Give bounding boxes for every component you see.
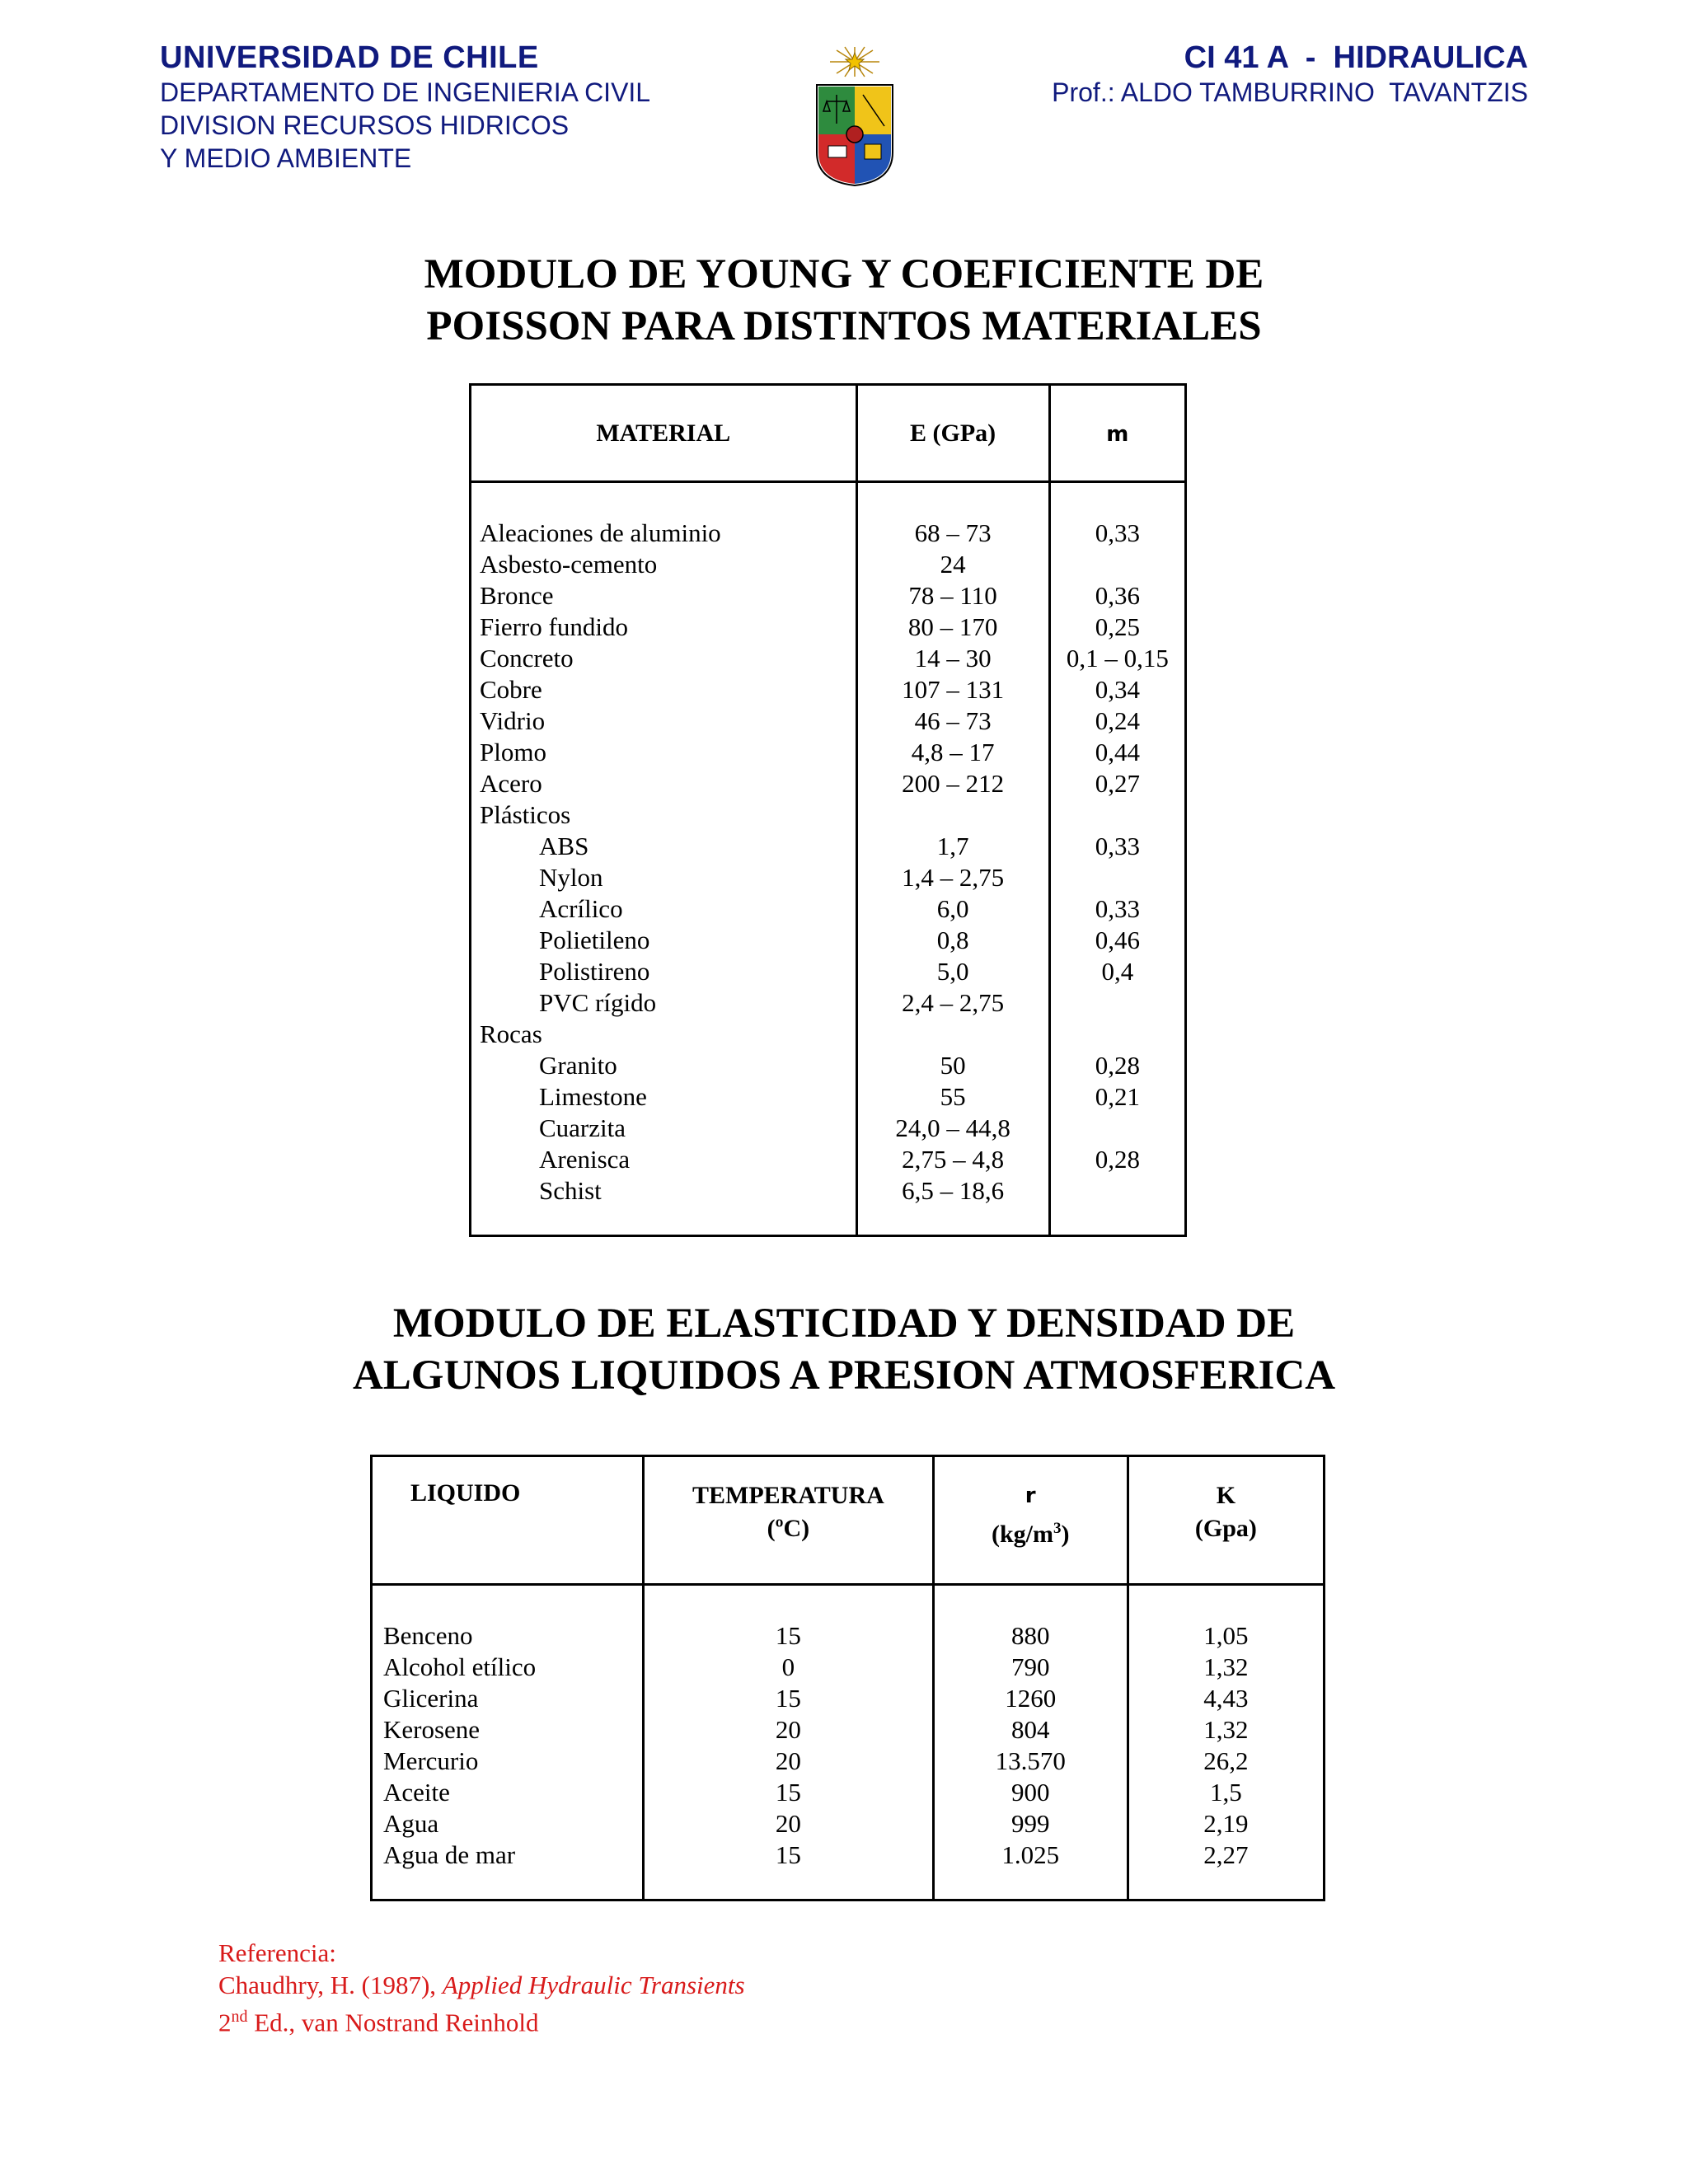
cell-k: 1,32: [1128, 1652, 1324, 1683]
cell-material: Acero: [471, 768, 857, 799]
cell-nu: 0,21: [1049, 1081, 1185, 1113]
division-line: DIVISION RECURSOS HIDRICOS: [160, 110, 570, 140]
col-header-liquid-label: LIQUIDO: [410, 1479, 521, 1507]
col-header-temperature-label: TEMPERATURA: [692, 1482, 884, 1509]
table1-title-line: POISSON PARA DISTINTOS MATERIALES: [426, 303, 1262, 349]
cell-rho: 880: [933, 1585, 1128, 1652]
cell-nu: [1049, 862, 1185, 893]
table-row: [471, 737, 1186, 768]
table-row: [471, 862, 1186, 893]
cell-material: Schist: [471, 1175, 857, 1236]
reference-author: Chaudhry, H. (1987),: [218, 1971, 443, 1999]
cell-k: 2,19: [1128, 1808, 1324, 1840]
cell-material: Cobre: [471, 674, 857, 705]
cell-material: Polistireno: [471, 956, 857, 987]
cell-temp: 15: [644, 1777, 933, 1808]
cell-rho: 804: [933, 1714, 1128, 1746]
cell-material: Rocas: [471, 1019, 857, 1050]
university-crest-icon: [812, 45, 898, 187]
table-row: [471, 580, 1186, 612]
cell-material: Nylon: [471, 862, 857, 893]
division-line-2: Y MEDIO AMBIENTE: [160, 143, 412, 173]
cell-nu: 0,1 – 0,15: [1049, 643, 1185, 674]
cell-nu: 0,33: [1049, 893, 1185, 925]
cell-material: Granito: [471, 1050, 857, 1081]
cell-e: 55: [856, 1081, 1049, 1113]
cell-e: 50: [856, 1050, 1049, 1081]
density-unit-sup: 3: [1053, 1520, 1062, 1537]
cell-material: Plomo: [471, 737, 857, 768]
young-modulus-table: [469, 383, 1187, 1237]
table2-title-line: ALGUNOS LIQUIDOS A PRESION ATMOSFERICA: [352, 1352, 1336, 1399]
table2-title-line: MODULO DE ELASTICIDAD Y DENSIDAD DE: [392, 1301, 1296, 1347]
cell-material: ABS: [471, 831, 857, 862]
density-unit-base: (kg/m: [991, 1521, 1053, 1548]
cell-e: 80 – 170: [856, 612, 1049, 643]
col-header-temperature: [644, 1456, 933, 1585]
table-row: [372, 1652, 1325, 1683]
cell-nu: 0,44: [1049, 737, 1185, 768]
table-row: [471, 1081, 1186, 1113]
cell-material: Concreto: [471, 643, 857, 674]
cell-nu: 0,46: [1049, 925, 1185, 956]
table-row: [471, 987, 1186, 1019]
department-line: DEPARTAMENTO DE INGENIERIA CIVIL: [160, 77, 651, 107]
cell-nu: 0,28: [1049, 1050, 1185, 1081]
cell-temp: 0: [644, 1652, 933, 1683]
density-unit-end: ): [1061, 1521, 1070, 1548]
cell-nu: 0,33: [1049, 482, 1185, 550]
table-row: [471, 1019, 1186, 1050]
table-row: [372, 1777, 1325, 1808]
cell-e: 14 – 30: [856, 643, 1049, 674]
cell-nu: 0,4: [1049, 956, 1185, 987]
table-row: [471, 1175, 1186, 1236]
cell-k: 1,05: [1128, 1585, 1324, 1652]
cell-e: [856, 799, 1049, 831]
cell-nu: [1049, 1019, 1185, 1050]
table-row: [372, 1746, 1325, 1777]
cell-k: 26,2: [1128, 1746, 1324, 1777]
cell-e: 24,0 – 44,8: [856, 1113, 1049, 1144]
cell-k: 4,43: [1128, 1683, 1324, 1714]
cell-e: 107 – 131: [856, 674, 1049, 705]
table-row: [471, 831, 1186, 862]
cell-e: 200 – 212: [856, 768, 1049, 799]
cell-e: 78 – 110: [856, 580, 1049, 612]
cell-nu: 0,34: [1049, 674, 1185, 705]
cell-e: 6,5 – 18,6: [856, 1175, 1049, 1236]
reference-citation: [218, 1969, 745, 2001]
table1-title-line: MODULO DE YOUNG Y COEFICIENTE DE: [424, 251, 1264, 298]
cell-liquid: Kerosene: [372, 1714, 644, 1746]
cell-k: 2,27: [1128, 1840, 1324, 1900]
cell-rho: 790: [933, 1652, 1128, 1683]
cell-temp: 20: [644, 1746, 933, 1777]
table-row: [471, 925, 1186, 956]
university-name: UNIVERSIDAD DE CHILE: [160, 40, 539, 75]
cell-temp: 20: [644, 1808, 933, 1840]
cell-rho: 1.025: [933, 1840, 1128, 1900]
cell-e: 2,4 – 2,75: [856, 987, 1049, 1019]
cell-nu: 0,27: [1049, 768, 1185, 799]
table-row: [471, 956, 1186, 987]
cell-material: Bronce: [471, 580, 857, 612]
course-code: CI 41 A - HIDRAULICA: [1184, 40, 1528, 75]
cell-material: PVC rígido: [471, 987, 857, 1019]
col-header-k-unit: (Gpa): [1194, 1515, 1257, 1542]
cell-e: 6,0: [856, 893, 1049, 925]
table-row: [372, 1808, 1325, 1840]
cell-liquid: Agua: [372, 1808, 644, 1840]
cell-temp: 15: [644, 1585, 933, 1652]
cell-temp: 20: [644, 1714, 933, 1746]
col-header-temperature-unit: (ºC): [767, 1515, 810, 1542]
cell-material: Plásticos: [471, 799, 857, 831]
cell-nu: [1049, 549, 1185, 580]
reference-edition: [218, 2001, 745, 2038]
cell-e: [856, 1019, 1049, 1050]
poisson-symbol: m: [1106, 421, 1129, 447]
cell-liquid: Agua de mar: [372, 1840, 644, 1900]
col-header-poisson: [1049, 385, 1185, 482]
cell-nu: [1049, 1113, 1185, 1144]
reference-label: Referencia:: [218, 1938, 336, 1967]
col-header-density-unit: [935, 1512, 1127, 1551]
cell-temp: 15: [644, 1683, 933, 1714]
table-row: [471, 612, 1186, 643]
density-symbol: r: [1025, 1483, 1036, 1508]
cell-material: Fierro fundido: [471, 612, 857, 643]
col-header-k-label: K: [1216, 1482, 1236, 1509]
cell-liquid: Alcohol etílico: [372, 1652, 644, 1683]
cell-k: 1,5: [1128, 1777, 1324, 1808]
cell-rho: 1260: [933, 1683, 1128, 1714]
cell-e: 46 – 73: [856, 705, 1049, 737]
reference-edition-rest: Ed., van Nostrand Reinhold: [247, 2008, 539, 2037]
cell-nu: 0,33: [1049, 831, 1185, 862]
table-row: [471, 893, 1186, 925]
cell-nu: 0,28: [1049, 1144, 1185, 1175]
table-row: [471, 705, 1186, 737]
cell-e: 68 – 73: [856, 482, 1049, 550]
cell-liquid: Benceno: [372, 1585, 644, 1652]
liquids-table: [370, 1455, 1325, 1901]
cell-material: Cuarzita: [471, 1113, 857, 1144]
table-row: [471, 674, 1186, 705]
table-row: [471, 643, 1186, 674]
cell-material: Acrílico: [471, 893, 857, 925]
reference: [218, 1937, 745, 2038]
cell-material: Aleaciones de aluminio: [471, 482, 857, 550]
header-right: [1052, 40, 1528, 109]
reference-edition-num: 2: [218, 2008, 232, 2037]
cell-temp: 15: [644, 1840, 933, 1900]
table1-title: [0, 249, 1688, 353]
table-row: [471, 1144, 1186, 1175]
table-row: [372, 1840, 1325, 1900]
cell-material: Asbesto-cemento: [471, 549, 857, 580]
table-row: [372, 1585, 1325, 1652]
col-header-k: [1128, 1456, 1324, 1585]
table2-title: [0, 1298, 1688, 1402]
table-row: [471, 482, 1186, 550]
table-row: [471, 1050, 1186, 1081]
cell-liquid: Aceite: [372, 1777, 644, 1808]
cell-rho: 13.570: [933, 1746, 1128, 1777]
cell-e: 5,0: [856, 956, 1049, 987]
cell-liquid: Glicerina: [372, 1683, 644, 1714]
cell-e: 0,8: [856, 925, 1049, 956]
cell-nu: [1049, 799, 1185, 831]
header-left: [160, 40, 650, 175]
table-row: [372, 1683, 1325, 1714]
cell-nu: 0,24: [1049, 705, 1185, 737]
cell-e: 24: [856, 549, 1049, 580]
cell-e: 4,8 – 17: [856, 737, 1049, 768]
table-row: [372, 1714, 1325, 1746]
reference-book-title: Applied Hydraulic Transients: [442, 1971, 745, 1999]
col-header-liquid: [372, 1456, 644, 1585]
cell-nu: 0,36: [1049, 580, 1185, 612]
table-row: [471, 768, 1186, 799]
cell-nu: [1049, 1175, 1185, 1236]
professor-name: Prof.: ALDO TAMBURRINO TAVANTZIS: [1052, 77, 1528, 107]
cell-material: Polietileno: [471, 925, 857, 956]
cell-material: Limestone: [471, 1081, 857, 1113]
table-row: [471, 1113, 1186, 1144]
cell-e: 1,4 – 2,75: [856, 862, 1049, 893]
cell-material: Arenisca: [471, 1144, 857, 1175]
col-header-density: [933, 1456, 1128, 1585]
cell-e: 1,7: [856, 831, 1049, 862]
cell-rho: 999: [933, 1808, 1128, 1840]
cell-e: 2,75 – 4,8: [856, 1144, 1049, 1175]
cell-nu: 0,25: [1049, 612, 1185, 643]
table-row: [471, 549, 1186, 580]
table-row: [471, 799, 1186, 831]
reference-edition-sup: nd: [231, 2008, 248, 2026]
cell-liquid: Mercurio: [372, 1746, 644, 1777]
col-header-material: MATERIAL: [471, 385, 857, 482]
col-header-e: E (GPa): [856, 385, 1049, 482]
cell-nu: [1049, 987, 1185, 1019]
cell-material: Vidrio: [471, 705, 857, 737]
cell-k: 1,32: [1128, 1714, 1324, 1746]
cell-rho: 900: [933, 1777, 1128, 1808]
